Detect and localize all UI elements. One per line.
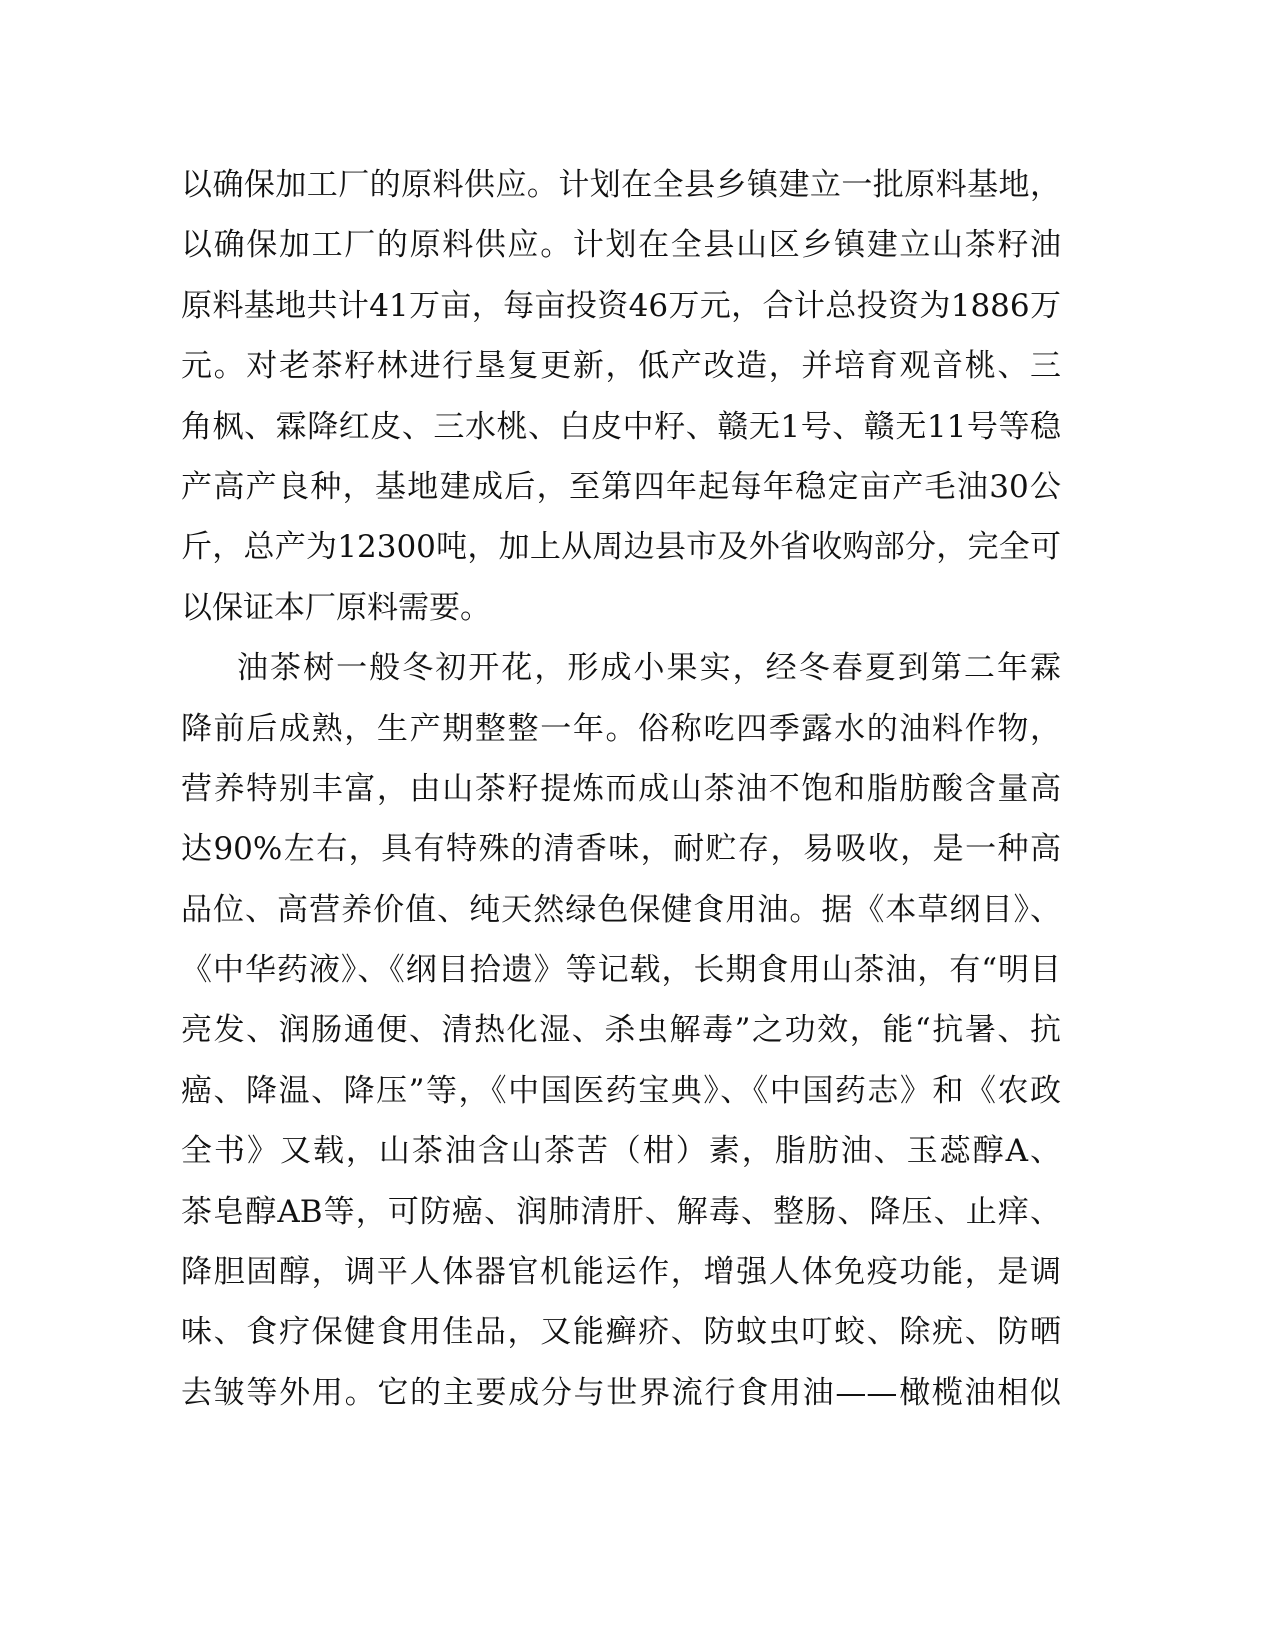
text-line: 以确保加工厂的原料供应。计划在全县乡镇建立一批原料基地， (181, 167, 1061, 203)
text-line: 斤，总产为12300吨，加上从周边县市及外省收购部分，完全可 (181, 529, 1061, 566)
text-line: 油茶树一般冬初开花，形成小果实，经冬春夏到第二年霖 (237, 650, 1061, 687)
text-line: 去皱等外用。它的主要成分与世界流行食用油——橄榄油相似 (181, 1374, 1061, 1411)
text-line: 癌、降温、降压”等，《中国医药宝典》、《中国药志》和《农政 (181, 1072, 1061, 1109)
text-line: 产高产良种，基地建成后，至第四年起每年稳定亩产毛油30公 (181, 468, 1061, 505)
text-line: 达90%左右，具有特殊的清香味，耐贮存，易吸收，是一种高 (181, 831, 1061, 868)
paragraph-1 (181, 155, 1061, 638)
body-text (181, 155, 1061, 1423)
text-line: 营养特别丰富，由山茶籽提炼而成山茶油不饱和脂肪酸含量高 (181, 770, 1061, 807)
text-line: 全书》又载，山茶油含山茶苦（柑）素，脂肪油、玉蕊醇A、 (181, 1133, 1061, 1170)
text-line: 味、食疗保健食用佳品，又能癣疥、防蚊虫叮蛟、除疣、防晒 (181, 1314, 1061, 1351)
text-line: 以保证本厂原料需要。 (181, 589, 491, 626)
text-line: 《中华药液》、《纲目拾遗》等记载，长期食用山茶油，有“明目 (181, 952, 1061, 989)
text-line: 亮发、润肠通便、清热化湿、杀虫解毒”之功效，能“抗暑、抗 (181, 1012, 1061, 1049)
text-line: 元。对老茶籽林进行垦复更新，低产改造，并培育观音桃、三 (181, 348, 1061, 385)
text-line: 原料基地共计41万亩，每亩投资46万元，合计总投资为1886万 (181, 287, 1061, 324)
text-line: 降前后成熟，生产期整整一年。俗称吃四季露水的油料作物， (181, 710, 1061, 747)
text-line: 以确保加工厂的原料供应。计划在全县山区乡镇建立山茶籽油 (181, 227, 1061, 264)
text-line: 降胆固醇，调平人体器官机能运作，增强人体免疫功能，是调 (181, 1254, 1061, 1291)
paragraph-2 (181, 638, 1061, 1423)
text-line: 品位、高营养价值、纯天然绿色保健食用油。据《本草纲目》、 (181, 891, 1061, 928)
text-line: 角枫、霖降红皮、三水桃、白皮中籽、赣无1号、赣无11号等稳 (181, 408, 1061, 445)
text-line: 茶皂醇AB等，可防癌、润肺清肝、解毒、整肠、降压、止痒、 (181, 1193, 1061, 1230)
